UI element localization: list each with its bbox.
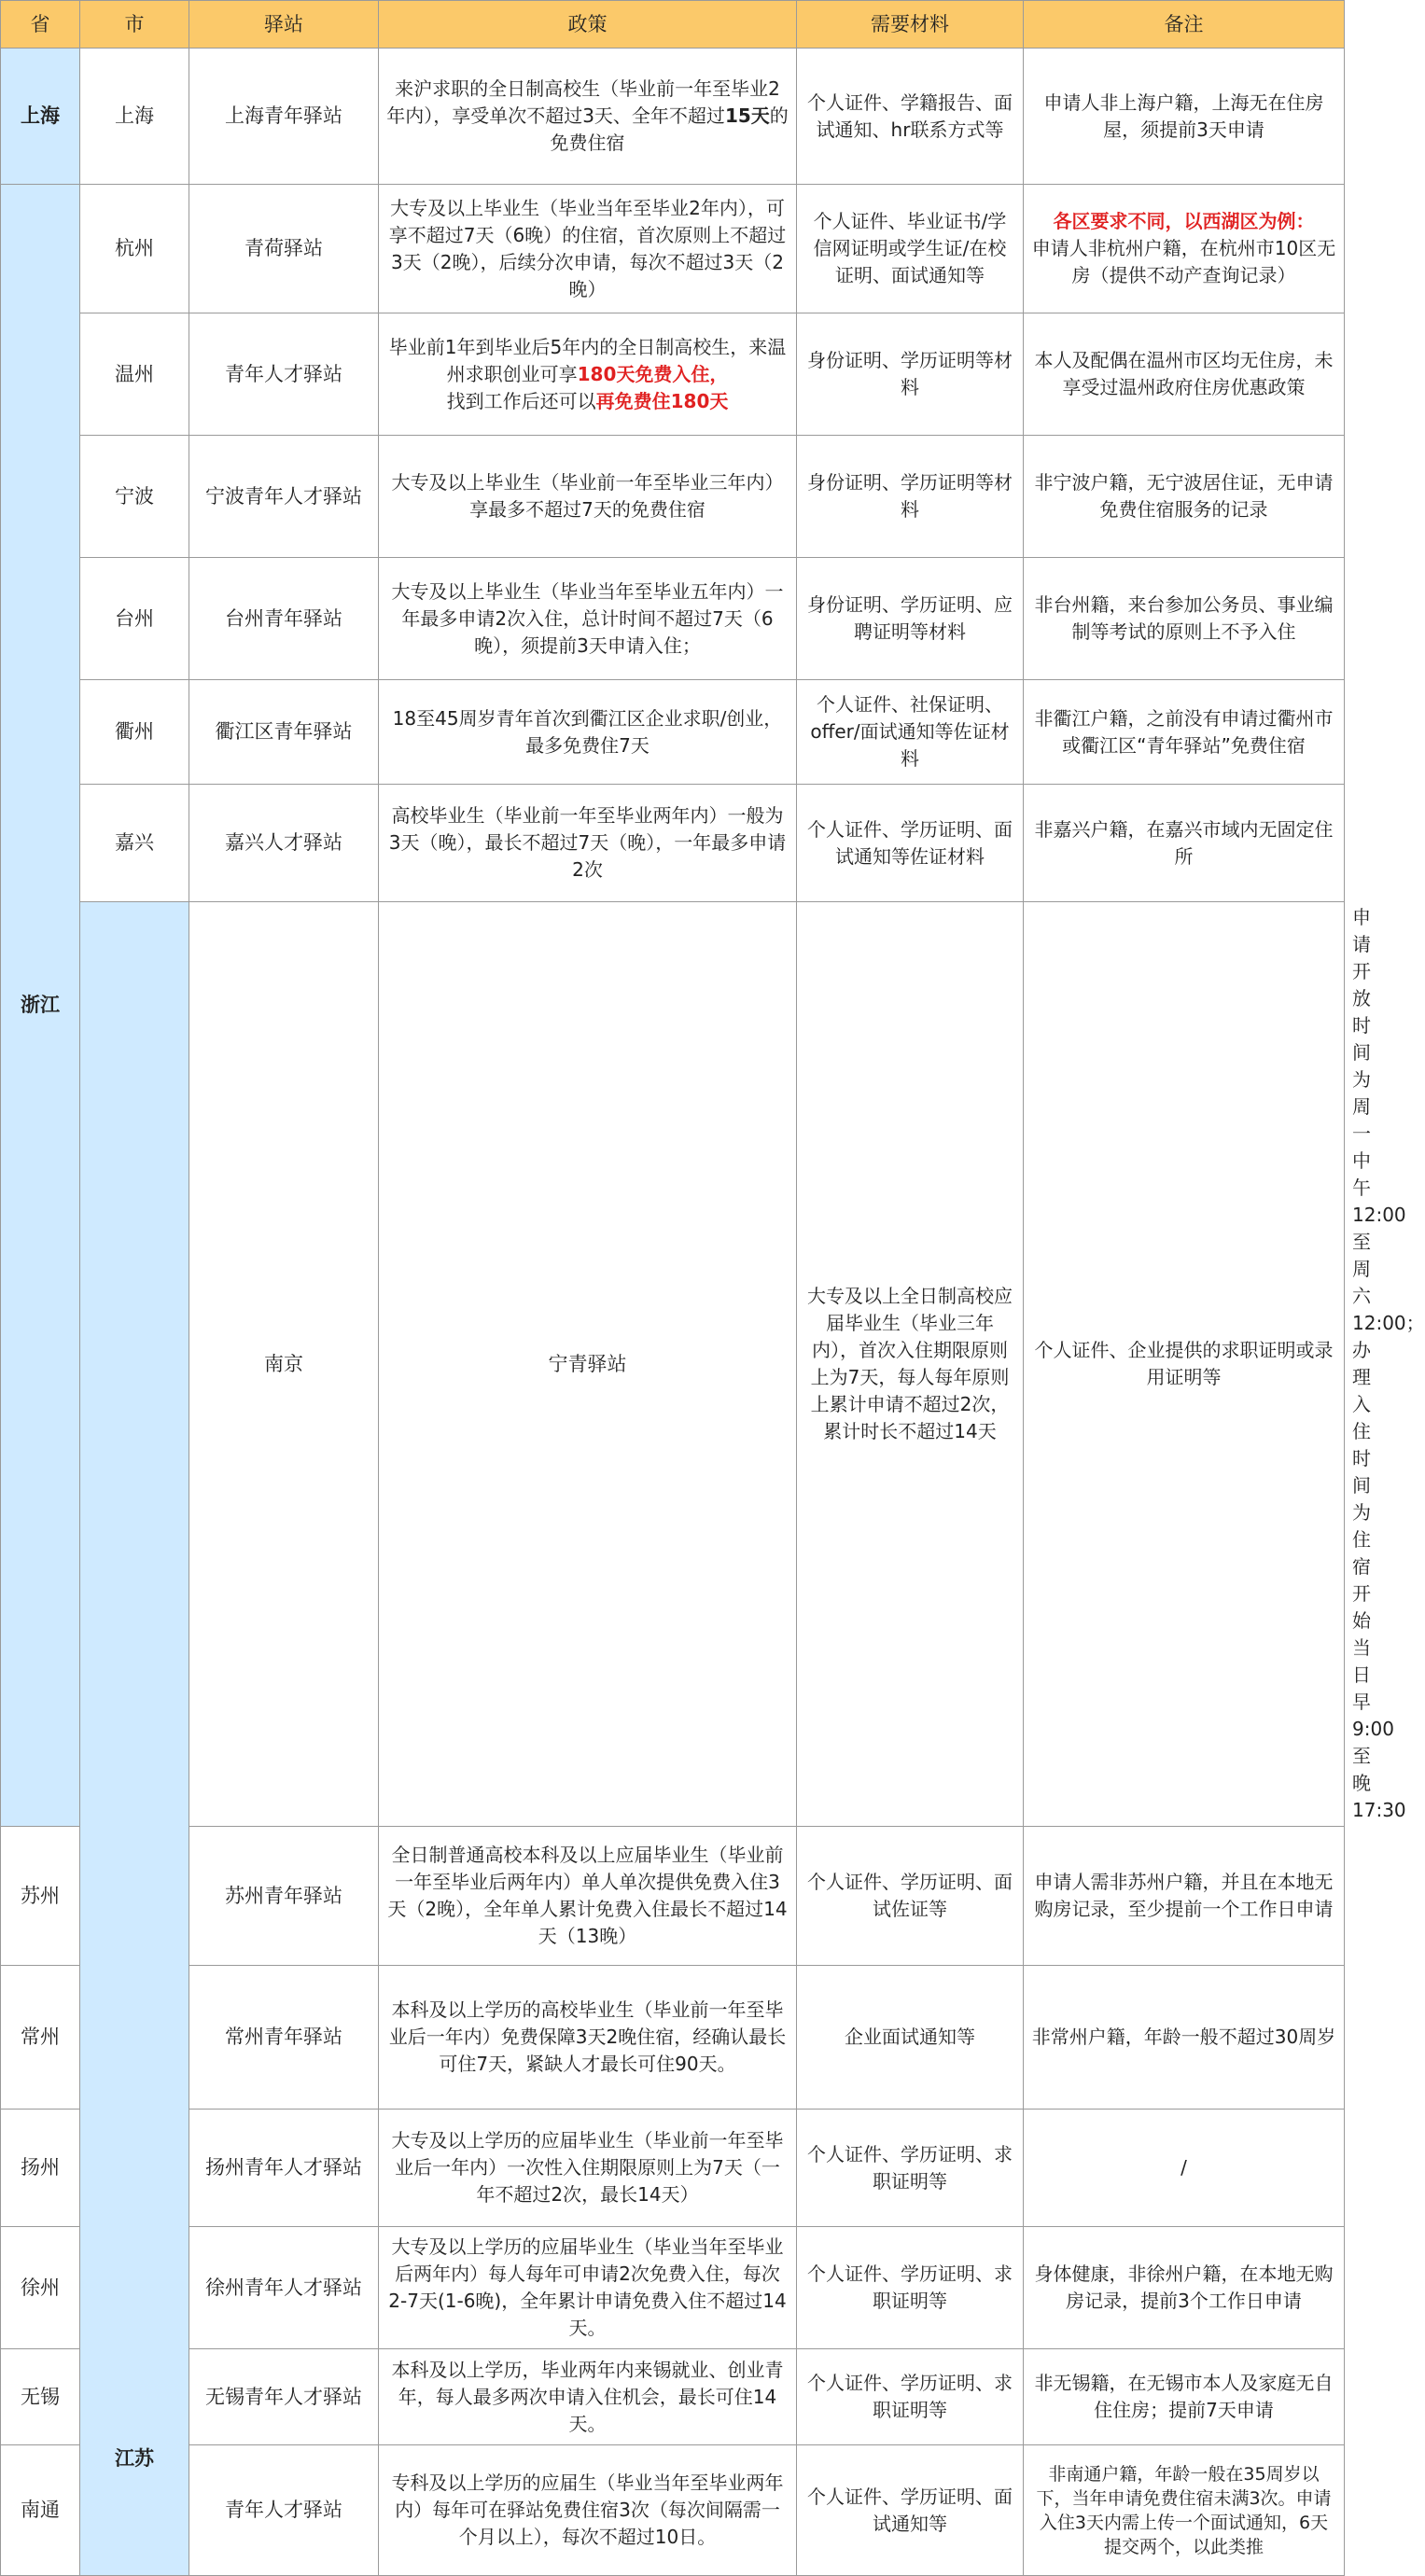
station-cell: 台州青年驿站 <box>189 558 379 680</box>
station-cell: 苏州青年驿站 <box>189 1827 379 1966</box>
notes-cell: 申请人非上海户籍，上海无在住房屋，须提前3天申请 <box>1024 49 1345 185</box>
header-materials: 需要材料 <box>797 1 1024 49</box>
policy-cell: 高校毕业生（毕业前一年至毕业两年内）一般为3天（晚），最长不超过7天（晚），一年最多申请2次 <box>379 785 797 902</box>
notes-cell: 非南通户籍，年龄一般在35周岁以下，当年申请免费住宿未满3次。申请入住3天内需上传一个面试通知，6天提交两个，以此类推 <box>1024 2445 1345 2576</box>
province-cell-jiangsu: 江苏 <box>80 902 189 2576</box>
city-cell: 无锡 <box>1 2349 80 2445</box>
city-cell: 台州 <box>80 558 189 680</box>
notes-cell: 申请人需非苏州户籍，并且在本地无购房记录，至少提前一个工作日申请 <box>1024 1827 1345 1966</box>
policy-cell: 毕业前1年到毕业后5年内的全日制高校生，来温州求职创业可享180天免费入住， 找到工作后还可以再免费住180天 <box>379 313 797 436</box>
table-row <box>1 436 1345 558</box>
province-cell-zhejiang: 浙江 <box>1 185 80 1827</box>
notes-cell: 非嘉兴户籍，在嘉兴市域内无固定住所 <box>1024 785 1345 902</box>
table-row <box>1 313 1345 436</box>
header-station: 驿站 <box>189 1 379 49</box>
city-cell: 南京 <box>189 902 379 1827</box>
materials-cell: 个人证件、学历证明、面试佐证等 <box>797 1827 1024 1966</box>
materials-cell: 个人证件、企业提供的求职证明或录用证明等 <box>1024 902 1345 1827</box>
materials-cell: 个人证件、学历证明、求职证明等 <box>797 2227 1024 2349</box>
table-row <box>1 680 1345 785</box>
notes-cell: 各区要求不同，以西湖区为例： 申请人非杭州户籍，在杭州市10区无房（提供不动产查询记录） <box>1024 185 1345 313</box>
header-notes: 备注 <box>1024 1 1345 49</box>
policy-cell: 大专及以上毕业生（毕业当年至毕业五年内）一年最多申请2次入住，总计时间不超过7天（6晚），须提前3天申请入住； <box>379 558 797 680</box>
station-cell: 上海青年驿站 <box>189 49 379 185</box>
notes-cell: 本人及配偶在温州市区均无住房，未享受过温州政府住房优惠政策 <box>1024 313 1345 436</box>
policy-cell: 大专及以上学历的应届毕业生（毕业当年至毕业后两年内）每人每年可申请2次免费入住，每次2-7天(1-6晚)，全年累计申请免费入住不超过14天。 <box>379 2227 797 2349</box>
header-city: 市 <box>80 1 189 49</box>
table-row <box>1 785 1345 902</box>
policy-cell: 本科及以上学历的高校毕业生（毕业前一年至毕业后一年内）免费保障3天2晚住宿，经确认最长可住7天，紧缺人才最长可住90天。 <box>379 1966 797 2110</box>
city-cell: 苏州 <box>1 1827 80 1966</box>
materials-cell: 个人证件、学历证明、求职证明等 <box>797 2349 1024 2445</box>
notes-cell: 非台州籍，来台参加公务员、事业编制等考试的原则上不予入住 <box>1024 558 1345 680</box>
city-cell: 嘉兴 <box>80 785 189 902</box>
table-row <box>1 1827 1345 1966</box>
policy-cell: 大专及以上毕业生（毕业前一年至毕业三年内）享最多不超过7天的免费住宿 <box>379 436 797 558</box>
station-cell: 无锡青年人才驿站 <box>189 2349 379 2445</box>
notes-cell: 身体健康，非徐州户籍，在本地无购房记录，提前3个工作日申请 <box>1024 2227 1345 2349</box>
policy-cell: 全日制普通高校本科及以上应届毕业生（毕业前一年至毕业后两年内）单人单次提供免费入住3天（2晚），全年单人累计免费入住最长不超过14天（13晚） <box>379 1827 797 1966</box>
materials-cell: 个人证件、毕业证书/学信网证明或学生证/在校证明、面试通知等 <box>797 185 1024 313</box>
station-cell: 宁青驿站 <box>379 902 797 1827</box>
province-cell-shanghai: 上海 <box>1 49 80 185</box>
table-row <box>1 1966 1345 2110</box>
policy-cell: 专科及以上学历的应届生（毕业当年至毕业两年内）每年可在驿站免费住宿3次（每次间隔需一个月以上），每次不超过10日。 <box>379 2445 797 2576</box>
city-cell: 宁波 <box>80 436 189 558</box>
materials-cell: 身份证明、学历证明、应聘证明等材料 <box>797 558 1024 680</box>
notes-cell: 非常州户籍，年龄一般不超过30周岁 <box>1024 1966 1345 2110</box>
policy-cell: 18至45周岁青年首次到衢江区企业求职/创业，最多免费住7天 <box>379 680 797 785</box>
table-row <box>1 185 1345 313</box>
station-cell: 扬州青年人才驿站 <box>189 2110 379 2227</box>
header-policy: 政策 <box>379 1 797 49</box>
policy-cell: 大专及以上全日制高校应届毕业生（毕业三年内），首次入住期限原则上为7天，每人每年原则上累计申请不超过2次，累计时长不超过14天 <box>797 902 1024 1827</box>
materials-cell: 身份证明、学历证明等材料 <box>797 436 1024 558</box>
table-row <box>1 2110 1345 2227</box>
notes-cell: 非无锡籍，在无锡市本人及家庭无自住住房；提前7天申请 <box>1024 2349 1345 2445</box>
city-cell: 衢州 <box>80 680 189 785</box>
notes-cell: / <box>1024 2110 1345 2227</box>
materials-cell: 企业面试通知等 <box>797 1966 1024 2110</box>
policy-cell: 大专及以上学历的应届毕业生（毕业前一年至毕业后一年内）一次性入住期限原则上为7天（一年不超过2次，最长14天） <box>379 2110 797 2227</box>
city-cell: 上海 <box>80 49 189 185</box>
station-cell: 嘉兴人才驿站 <box>189 785 379 902</box>
city-cell: 南通 <box>1 2445 80 2576</box>
city-cell: 杭州 <box>80 185 189 313</box>
table-row <box>1 2227 1345 2349</box>
materials-cell: 个人证件、学历证明、求职证明等 <box>797 2110 1024 2227</box>
city-cell: 温州 <box>80 313 189 436</box>
station-cell: 徐州青年人才驿站 <box>189 2227 379 2349</box>
policy-cell: 来沪求职的全日制高校生（毕业前一年至毕业2年内），享受单次不超过3天、全年不超过15天的免费住宿 <box>379 49 797 185</box>
materials-cell: 个人证件、学历证明、面试通知等佐证材料 <box>797 785 1024 902</box>
station-cell: 常州青年驿站 <box>189 1966 379 2110</box>
header-row <box>1 1 1345 49</box>
materials-cell: 个人证件、学籍报告、面试通知、hr联系方式等 <box>797 49 1024 185</box>
station-cell: 青年人才驿站 <box>189 2445 379 2576</box>
station-cell: 宁波青年人才驿站 <box>189 436 379 558</box>
city-cell: 常州 <box>1 1966 80 2110</box>
table-row <box>1 49 1345 185</box>
station-cell: 青年人才驿站 <box>189 313 379 436</box>
city-cell: 扬州 <box>1 2110 80 2227</box>
policy-cell: 本科及以上学历，毕业两年内来锡就业、创业青年，每人最多两次申请入住机会，最长可住14天。 <box>379 2349 797 2445</box>
notes-cell: 非宁波户籍，无宁波居住证，无申请免费住宿服务的记录 <box>1024 436 1345 558</box>
table-row <box>1 558 1345 680</box>
table-row: 江苏 南京 宁青驿站 大专及以上全日制高校应届毕业生（毕业三年内），首次入住期限原则上为7天，每人每年原则上累计申请不超过2次，累计时长不超过14天 个人证件、企业提供的求职证明或录用证明等 申请开放时间为周一中午12:00至周六12:00；办理入住时间为住宿开始当日早9:00至晚17:30 <box>1 902 1345 1827</box>
station-cell: 青荷驿站 <box>189 185 379 313</box>
policy-cell: 大专及以上毕业生（毕业当年至毕业2年内），可享不超过7天（6晚）的住宿，首次原则上不超过3天（2晚），后续分次申请，每次不超过3天（2晚） <box>379 185 797 313</box>
table-row <box>1 2445 1345 2576</box>
header-province: 省 <box>1 1 80 49</box>
station-cell: 衢江区青年驿站 <box>189 680 379 785</box>
materials-cell: 个人证件、学历证明、面试通知等 <box>797 2445 1024 2576</box>
table-row <box>1 2349 1345 2445</box>
materials-cell: 个人证件、社保证明、offer/面试通知等佐证材料 <box>797 680 1024 785</box>
city-cell: 徐州 <box>1 2227 80 2349</box>
notes-cell: 非衢江户籍，之前没有申请过衢州市或衢江区“青年驿站”免费住宿 <box>1024 680 1345 785</box>
materials-cell: 身份证明、学历证明等材料 <box>797 313 1024 436</box>
